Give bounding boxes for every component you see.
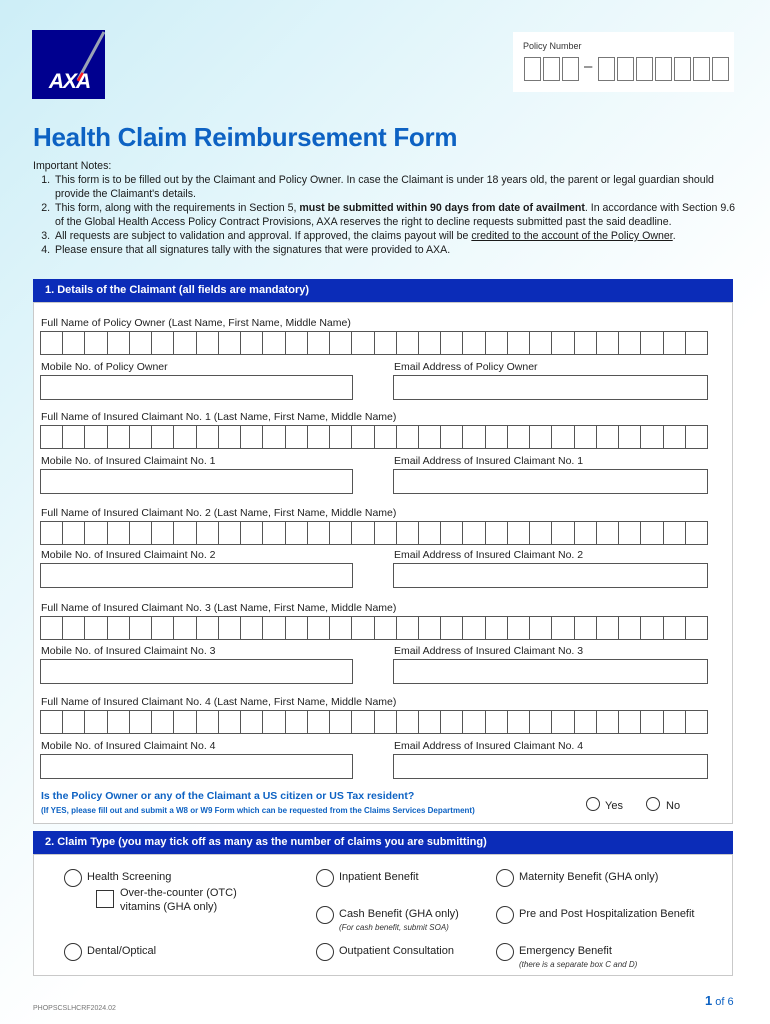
char-cell[interactable] (441, 521, 463, 545)
char-cell[interactable] (508, 331, 530, 355)
cash-benefit-note: (For cash benefit, submit SOA) (339, 923, 449, 932)
us-no-radio[interactable] (646, 797, 660, 811)
char-cell[interactable] (441, 331, 463, 355)
claimant-4-mobile-field[interactable] (40, 754, 353, 779)
claimant-4-email-label: Email Address of Insured Claimant No. 4 (394, 740, 584, 752)
char-cell[interactable] (241, 331, 263, 355)
owner-name-label: Full Name of Policy Owner (Last Name, First Name, Middle Name) (41, 317, 351, 329)
char-cell[interactable] (108, 521, 130, 545)
char-cell[interactable] (641, 710, 663, 734)
char-cell[interactable] (241, 425, 263, 449)
char-cell[interactable] (530, 331, 552, 355)
us-yes-label: Yes (605, 800, 623, 812)
claimant-2-mobile-field[interactable] (40, 563, 353, 588)
note-2: 2. This form, along with the requirements in Section 5, must be submitted within 90 days from date of availment. In accordance with Section 9.6 of the Global Health Access Policy Contract Provisions, AXA reserves the right to decline requests submitted past the said deadline. (53, 201, 738, 229)
char-cell[interactable] (352, 710, 374, 734)
claimant-1-mobile-field[interactable] (40, 469, 353, 494)
char-cell[interactable] (197, 710, 219, 734)
outpatient-radio[interactable] (316, 943, 334, 961)
us-resident-question: Is the Policy Owner or any of the Claimant a US citizen or US Tax resident? (41, 790, 415, 802)
char-cell[interactable] (397, 521, 419, 545)
char-cell[interactable] (286, 616, 308, 640)
char-cell[interactable] (486, 521, 508, 545)
us-yes-radio[interactable] (586, 797, 600, 811)
char-cell[interactable] (174, 425, 196, 449)
char-cell[interactable] (419, 331, 441, 355)
claimant-2-name-label: Full Name of Insured Claimant No. 2 (Last Name, First Name, Middle Name) (41, 507, 397, 519)
char-cell[interactable] (641, 425, 663, 449)
dental-optical-label: Dental/Optical (87, 945, 157, 957)
char-cell[interactable] (597, 425, 619, 449)
us-no-label: No (666, 800, 681, 812)
char-cell[interactable] (486, 425, 508, 449)
char-cell[interactable] (397, 331, 419, 355)
dental-optical-radio[interactable] (64, 943, 82, 961)
char-cell[interactable] (375, 521, 397, 545)
pre-post-hospitalization-label: Pre and Post Hospitalization Benefit (519, 908, 695, 920)
owner-email-field[interactable] (393, 375, 708, 400)
char-cell[interactable] (552, 521, 574, 545)
otc-vitamins-label-2: vitamins (GHA only) (120, 901, 218, 913)
char-cell[interactable] (63, 616, 85, 640)
char-cell[interactable] (575, 425, 597, 449)
char-cell[interactable] (463, 710, 485, 734)
char-cell[interactable] (174, 616, 196, 640)
char-cell[interactable] (619, 331, 641, 355)
emergency-radio[interactable] (496, 943, 514, 961)
char-cell[interactable] (419, 616, 441, 640)
emergency-note: (there is a separate box C and D) (519, 960, 638, 969)
char-cell[interactable] (219, 331, 241, 355)
owner-name-field[interactable] (40, 331, 708, 355)
char-cell[interactable] (263, 331, 285, 355)
char-cell[interactable] (575, 331, 597, 355)
char-cell[interactable] (641, 521, 663, 545)
char-cell[interactable] (419, 710, 441, 734)
char-cell[interactable] (664, 616, 686, 640)
char-cell[interactable] (508, 616, 530, 640)
owner-email-label: Email Address of Policy Owner (394, 361, 538, 373)
policy-number-box (513, 32, 734, 92)
claimant-1-email-label: Email Address of Insured Claimant No. 1 (394, 455, 584, 467)
owner-mobile-label: Mobile No. of Policy Owner (41, 361, 168, 373)
char-cell[interactable] (40, 616, 63, 640)
char-cell[interactable] (241, 616, 263, 640)
claimant-1-email-field[interactable] (393, 469, 708, 494)
char-cell[interactable] (286, 425, 308, 449)
inpatient-label: Inpatient Benefit (339, 871, 419, 883)
claimant-2-email-label: Email Address of Insured Claimant No. 2 (394, 549, 584, 561)
outpatient-label: Outpatient Consultation (339, 945, 454, 957)
char-cell[interactable] (530, 521, 552, 545)
char-cell[interactable] (375, 710, 397, 734)
char-cell[interactable] (219, 616, 241, 640)
health-screening-radio[interactable] (64, 869, 82, 887)
char-cell[interactable] (463, 521, 485, 545)
char-cell[interactable] (241, 710, 263, 734)
char-cell[interactable] (508, 710, 530, 734)
claimant-3-mobile-field[interactable] (40, 659, 353, 684)
char-cell[interactable] (219, 425, 241, 449)
char-cell[interactable] (286, 710, 308, 734)
char-cell[interactable] (219, 710, 241, 734)
char-cell[interactable] (197, 425, 219, 449)
health-screening-label: Health Screening (87, 871, 172, 883)
char-cell[interactable] (85, 710, 107, 734)
char-cell[interactable] (108, 616, 130, 640)
cash-benefit-radio[interactable] (316, 906, 334, 924)
axa-logo (32, 30, 105, 99)
char-cell[interactable] (686, 710, 708, 734)
claimant-3-name-field[interactable] (40, 616, 708, 640)
char-cell[interactable] (686, 521, 708, 545)
char-cell[interactable] (152, 616, 174, 640)
char-cell[interactable] (108, 425, 130, 449)
char-cell[interactable] (308, 425, 330, 449)
char-cell[interactable] (308, 521, 330, 545)
char-cell[interactable] (486, 616, 508, 640)
char-cell[interactable] (85, 521, 107, 545)
section-1-header: 1. Details of the Claimant (all fields are mandatory) (33, 279, 733, 302)
note-4: 4. Please ensure that all signatures tally with the signatures that were provided to AXA. (53, 243, 738, 257)
char-cell[interactable] (241, 521, 263, 545)
char-cell[interactable] (263, 521, 285, 545)
note-3: 3. All requests are subject to validation and approval. If approved, the claims payout will be credited to the account of the Policy Owner. (53, 229, 738, 243)
note-1: 1. This form is to be filled out by the Claimant and Policy Owner. In case the Claimant is under 18 years old, the parent or legal guardian should provide the Claimant's details. (53, 173, 738, 201)
policy-number-dash: – (584, 58, 593, 75)
char-cell[interactable] (530, 710, 552, 734)
claimant-4-mobile-label: Mobile No. of Insured Claimaint No. 4 (41, 740, 216, 752)
char-cell[interactable] (197, 331, 219, 355)
char-cell[interactable] (130, 521, 152, 545)
important-notes (33, 159, 738, 257)
char-cell[interactable] (664, 710, 686, 734)
us-resident-note: (If YES, please fill out and submit a W8 or W9 Form which can be requested from the Claims Services Department) (41, 806, 475, 815)
form-code: PHOPSCSLHCRF2024.02 (33, 1005, 116, 1012)
char-cell[interactable] (263, 425, 285, 449)
char-cell[interactable] (575, 616, 597, 640)
char-cell[interactable] (597, 331, 619, 355)
char-cell[interactable] (552, 331, 574, 355)
char-cell[interactable] (619, 521, 641, 545)
char-cell[interactable] (686, 331, 708, 355)
char-cell[interactable] (85, 331, 107, 355)
claimant-3-mobile-label: Mobile No. of Insured Claimaint No. 3 (41, 645, 216, 657)
char-cell[interactable] (441, 710, 463, 734)
char-cell[interactable] (419, 425, 441, 449)
char-cell[interactable] (619, 616, 641, 640)
char-cell[interactable] (441, 616, 463, 640)
char-cell[interactable] (108, 710, 130, 734)
char-cell[interactable] (352, 425, 374, 449)
char-cell[interactable] (486, 710, 508, 734)
char-cell[interactable] (397, 425, 419, 449)
claimant-2-mobile-label: Mobile No. of Insured Claimaint No. 2 (41, 549, 216, 561)
char-cell[interactable] (152, 425, 174, 449)
char-cell[interactable] (686, 616, 708, 640)
claimant-1-mobile-label: Mobile No. of Insured Claimaint No. 1 (41, 455, 216, 467)
char-cell[interactable] (352, 521, 374, 545)
char-cell[interactable] (130, 616, 152, 640)
maternity-radio[interactable] (496, 869, 514, 887)
char-cell[interactable] (263, 616, 285, 640)
char-cell[interactable] (330, 425, 352, 449)
char-cell[interactable] (108, 331, 130, 355)
char-cell[interactable] (330, 616, 352, 640)
char-cell[interactable] (375, 425, 397, 449)
claimant-4-name-field[interactable] (40, 710, 708, 734)
char-cell[interactable] (375, 616, 397, 640)
claimant-4-name-label: Full Name of Insured Claimant No. 4 (Last Name, First Name, Middle Name) (41, 696, 397, 708)
char-cell[interactable] (597, 710, 619, 734)
otc-vitamins-checkbox[interactable] (96, 890, 114, 908)
char-cell[interactable] (597, 616, 619, 640)
char-cell[interactable] (174, 331, 196, 355)
otc-vitamins-label-1: Over-the-counter (OTC) (120, 887, 237, 899)
char-cell[interactable] (664, 425, 686, 449)
char-cell[interactable] (597, 521, 619, 545)
char-cell[interactable] (664, 521, 686, 545)
emergency-label: Emergency Benefit (519, 945, 612, 957)
char-cell[interactable] (40, 425, 63, 449)
char-cell[interactable] (63, 710, 85, 734)
owner-mobile-field[interactable] (40, 375, 353, 400)
policy-number-prefix[interactable] (524, 57, 581, 81)
char-cell[interactable] (197, 521, 219, 545)
char-cell[interactable] (152, 331, 174, 355)
char-cell[interactable] (552, 425, 574, 449)
char-cell[interactable] (508, 521, 530, 545)
char-cell[interactable] (463, 331, 485, 355)
char-cell[interactable] (575, 521, 597, 545)
char-cell[interactable] (308, 616, 330, 640)
inpatient-radio[interactable] (316, 869, 334, 887)
claimant-3-email-label: Email Address of Insured Claimant No. 3 (394, 645, 584, 657)
claimant-1-name-field[interactable] (40, 425, 708, 449)
claimant-2-name-field[interactable] (40, 521, 708, 545)
char-cell[interactable] (85, 425, 107, 449)
char-cell[interactable] (397, 616, 419, 640)
maternity-label: Maternity Benefit (GHA only) (519, 871, 659, 883)
char-cell[interactable] (397, 710, 419, 734)
char-cell[interactable] (63, 331, 85, 355)
claimant-2-email-field[interactable] (393, 563, 708, 588)
logo-text: AXA (48, 70, 91, 93)
char-cell[interactable] (152, 710, 174, 734)
char-cell[interactable] (40, 521, 63, 545)
char-cell[interactable] (308, 331, 330, 355)
section-2-header: 2. Claim Type (you may tick off as many as the number of claims you are submitting) (33, 831, 733, 854)
char-cell[interactable] (641, 616, 663, 640)
char-cell[interactable] (40, 331, 63, 355)
char-cell[interactable] (575, 710, 597, 734)
form-title: Health Claim Reimbursement Form (33, 122, 458, 152)
policy-number-label: Policy Number (523, 41, 582, 51)
char-cell[interactable] (530, 616, 552, 640)
char-cell[interactable] (352, 331, 374, 355)
char-cell[interactable] (441, 425, 463, 449)
char-cell[interactable] (286, 521, 308, 545)
char-cell[interactable] (552, 710, 574, 734)
char-cell[interactable] (330, 331, 352, 355)
char-cell[interactable] (552, 616, 574, 640)
pre-post-hospitalization-radio[interactable] (496, 906, 514, 924)
char-cell[interactable] (419, 521, 441, 545)
char-cell[interactable] (486, 331, 508, 355)
char-cell[interactable] (463, 616, 485, 640)
char-cell[interactable] (174, 710, 196, 734)
char-cell[interactable] (40, 710, 63, 734)
char-cell[interactable] (85, 616, 107, 640)
char-cell[interactable] (619, 425, 641, 449)
policy-number-suffix[interactable] (598, 57, 731, 81)
char-cell[interactable] (352, 616, 374, 640)
char-cell[interactable] (375, 331, 397, 355)
char-cell[interactable] (508, 425, 530, 449)
char-cell[interactable] (330, 710, 352, 734)
notes-heading: Important Notes: (33, 160, 112, 172)
char-cell[interactable] (130, 331, 152, 355)
char-cell[interactable] (63, 425, 85, 449)
claimant-3-email-field[interactable] (393, 659, 708, 684)
char-cell[interactable] (686, 425, 708, 449)
char-cell[interactable] (463, 425, 485, 449)
char-cell[interactable] (130, 425, 152, 449)
char-cell[interactable] (641, 331, 663, 355)
char-cell[interactable] (197, 616, 219, 640)
char-cell[interactable] (619, 710, 641, 734)
claimant-3-name-label: Full Name of Insured Claimant No. 3 (Last Name, First Name, Middle Name) (41, 602, 397, 614)
page-number: 1 of 6 (705, 993, 734, 1008)
char-cell[interactable] (63, 521, 85, 545)
claimant-4-email-field[interactable] (393, 754, 708, 779)
char-cell[interactable] (530, 425, 552, 449)
char-cell[interactable] (286, 331, 308, 355)
char-cell[interactable] (130, 710, 152, 734)
char-cell[interactable] (308, 710, 330, 734)
claimant-1-name-label: Full Name of Insured Claimant No. 1 (Last Name, First Name, Middle Name) (41, 411, 397, 423)
char-cell[interactable] (174, 521, 196, 545)
cash-benefit-label: Cash Benefit (GHA only) (339, 908, 459, 920)
char-cell[interactable] (263, 710, 285, 734)
char-cell[interactable] (330, 521, 352, 545)
char-cell[interactable] (152, 521, 174, 545)
char-cell[interactable] (219, 521, 241, 545)
char-cell[interactable] (664, 331, 686, 355)
